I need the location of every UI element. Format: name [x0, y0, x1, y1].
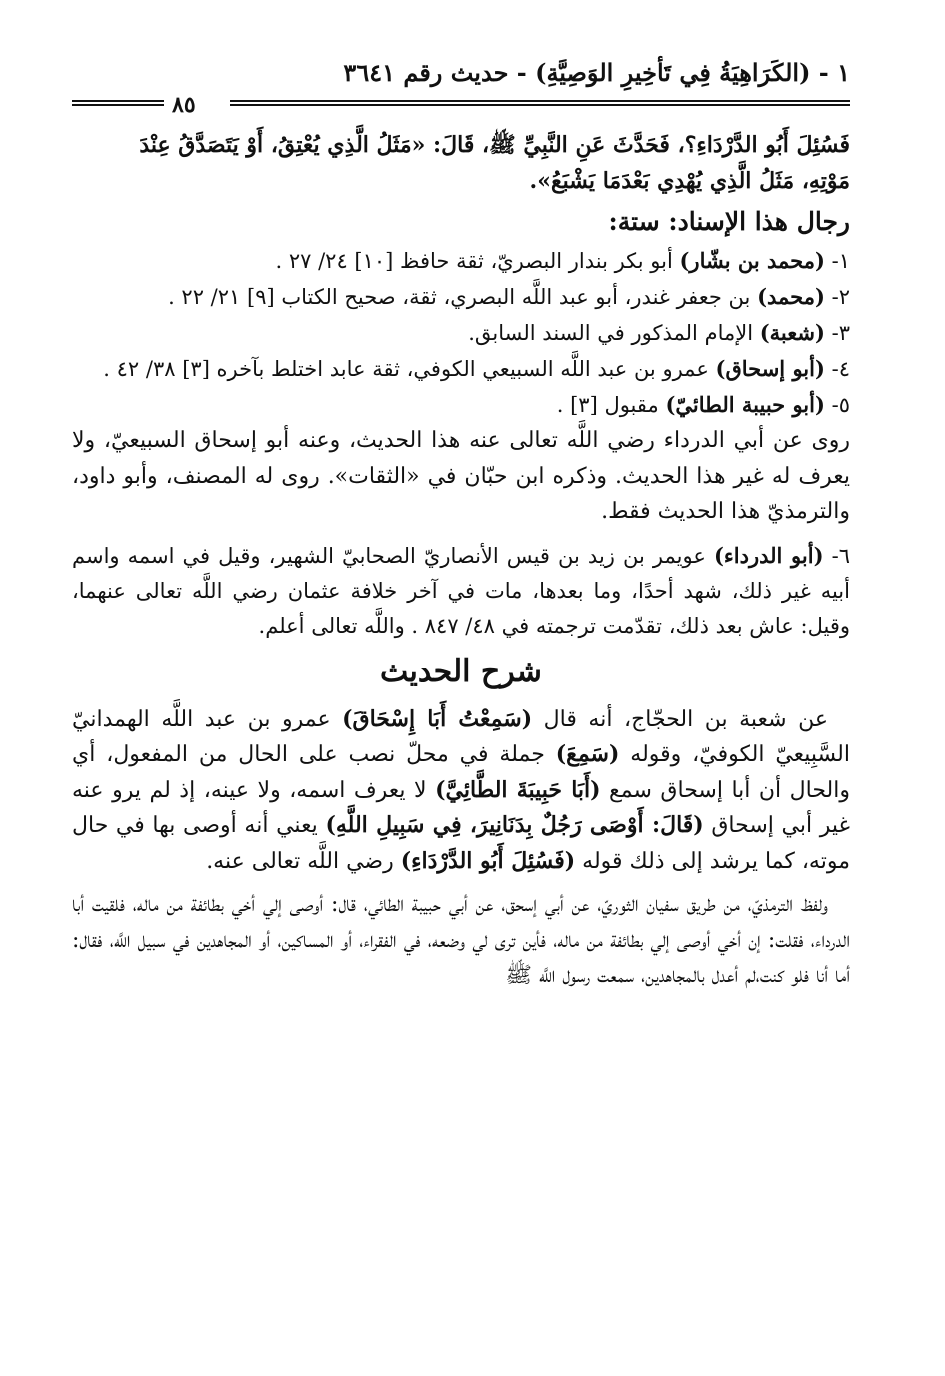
narrator-name: (أبو حبيبة الطائيّ)	[665, 392, 825, 417]
page-number: ٨٥	[172, 92, 196, 118]
narrator-entry	[72, 351, 850, 387]
book-page	[72, 58, 850, 1358]
narrator-biography: روى عن أبي الدرداء رضي اللَّه تعالى عنه هذا الحديث، وعنه أبو إسحاق السبيعيّ، ولا يعرف له غير هذا الحديث. وذكره ابن حبّان في «الثقات». روى له المصنف، وأبو داود، والترمذيّ هذا الحديث فقط.	[72, 428, 850, 524]
hadith-text-line: فَسُئِلَ أَبُو الدَّرْدَاءِ؟، فَحَدَّثَ عَنِ النَّبِيِّ ﷺ، قَالَ: «مَثَلُ الَّذِي يُعْتِقُ، أَوْ يَتَصَدَّقُ عِنْدَ	[139, 132, 850, 158]
commentary-paragraph: ولفظ الترمذيّ، من طريق سفيان الثوريّ، عن أبي إسحق، عن أبي حبيبة الطائي، قال: أوصى إلي أخي بطائفة من ماله، فلقيت أبا الدرداء، فقلت: إن أخي أوصى إلي بطائفة من ماله، فأين ترى لي وضعه، في الفقراء، أو المساكين، أو المجاهدين في سبيل اللَّه، فقال: أما أنا فلو كنت،لم أعدل بالمجاهدين، سمعت رسول اللَّه ﷺ	[72, 892, 850, 988]
narrator-name: (محمد)	[757, 284, 825, 309]
commentary-text: يعني أنه أوصى بها في حال موته، كما يرشد إلى ذلك قوله	[72, 813, 850, 874]
page-body	[72, 128, 850, 994]
header-rule	[230, 100, 850, 106]
narrator-number: ١-	[831, 249, 850, 273]
narrator-number: ٢-	[831, 285, 850, 309]
narrator-entry	[72, 243, 850, 279]
narrator-entry	[72, 387, 850, 423]
commentary-text: لا يعرف اسمه، ولا عينه، إذ لم يرو عنه غير أبي إسحاق	[72, 777, 851, 838]
sharh-heading: شرح الحديث	[380, 653, 542, 689]
narrator-number: ٥-	[831, 393, 850, 417]
narrator-details: مقبول [٣] .	[556, 393, 666, 417]
narrator-name: (محمد بن بشّار)	[679, 248, 825, 273]
running-title: ١ - (الكَرَاهِيَةُ فِي تَأخِيرِ الوَصِيَّةِ) - حديث رقم ٣٦٤١	[343, 58, 850, 87]
narrator-details: بن جعفر غندر، أبو عبد اللَّه البصري، ثقة، صحيح الكتاب [٩] ٢١/ ٢٢ .	[168, 285, 758, 309]
header-rule-short	[72, 100, 164, 106]
quoted-phrase: (فَسُئِلَ أَبُو الدَّرْدَاءِ)	[400, 847, 576, 874]
narrator-name: (شعبة)	[759, 320, 825, 345]
commentary-text: عمرو بن عبد اللَّه الهمدانيّ السَّبِيعيّ الكوفيّ، وقوله	[72, 706, 850, 767]
commentary-text: عن شعبة بن الحجّاج، أنه قال	[532, 706, 828, 732]
narrator-name: (أبو إسحاق)	[715, 356, 825, 381]
narrator-entry	[72, 538, 850, 644]
quoted-phrase: (سَمِعَ)	[555, 741, 620, 767]
narrator-number: ٣-	[831, 321, 850, 345]
page-header	[72, 58, 850, 118]
narrator-number: ٤-	[831, 357, 850, 381]
quoted-phrase: (سَمِعْتُ أَبَا إِسْحَاقَ)	[342, 705, 533, 732]
commentary-text: جملة في محلّ نصب على الحال من المفعول، أي والحال أن أبا إسحاق سمع	[72, 742, 850, 803]
narrator-details: عمرو بن عبد اللَّه السبيعي الكوفي، ثقة عابد اختلط بآخره [٣] ٣٨/ ٤٢ .	[103, 357, 716, 381]
narrator-entry	[72, 315, 850, 351]
hadith-text-line: مَوْتِهِ، مَثَلُ الَّذِي يُهْدِي بَعْدَمَا يَشْبَعُ».	[529, 167, 850, 194]
narrator-number: ٦-	[831, 543, 850, 568]
rijal-heading: رجال هذا الإسناد: ستة:	[608, 207, 850, 236]
quoted-phrase: (قَالَ: أَوْصَى رَجُلٌ بِدَنَانِيرَ، فِي سَبِيلِ اللَّهِ)	[325, 812, 704, 838]
narrator-details: عويمر بن زيد بن قيس الأنصاريّ الصحابيّ الشهير، وقيل في اسمه واسم أبيه غير ذلك، شهد أحدًا، وما بعدها، مات في آخر خلافة عثمان رضي اللَّه تعالى عنهما، وقيل: عاش بعد ذلك، تقدّمت ترجمته في ٤٨/ ٨٤٧ . واللَّه تعالى أعلم.	[72, 543, 850, 638]
narrator-entry	[72, 279, 850, 315]
quoted-phrase: (أَبَا حَبِيبَةَ الطَّائِيَّ)	[435, 776, 601, 803]
narrator-details: الإمام المذكور في السند السابق.	[468, 321, 760, 345]
commentary-paragraph	[72, 702, 850, 880]
commentary-text: رضي اللَّه تعالى عنه.	[206, 848, 401, 874]
narrator-details: أبو بكر بندار البصريّ، ثقة حافظ [١٠] ٢٤/ ٢٧ .	[275, 249, 680, 273]
narrator-name: (أبو الدرداء)	[713, 542, 824, 568]
